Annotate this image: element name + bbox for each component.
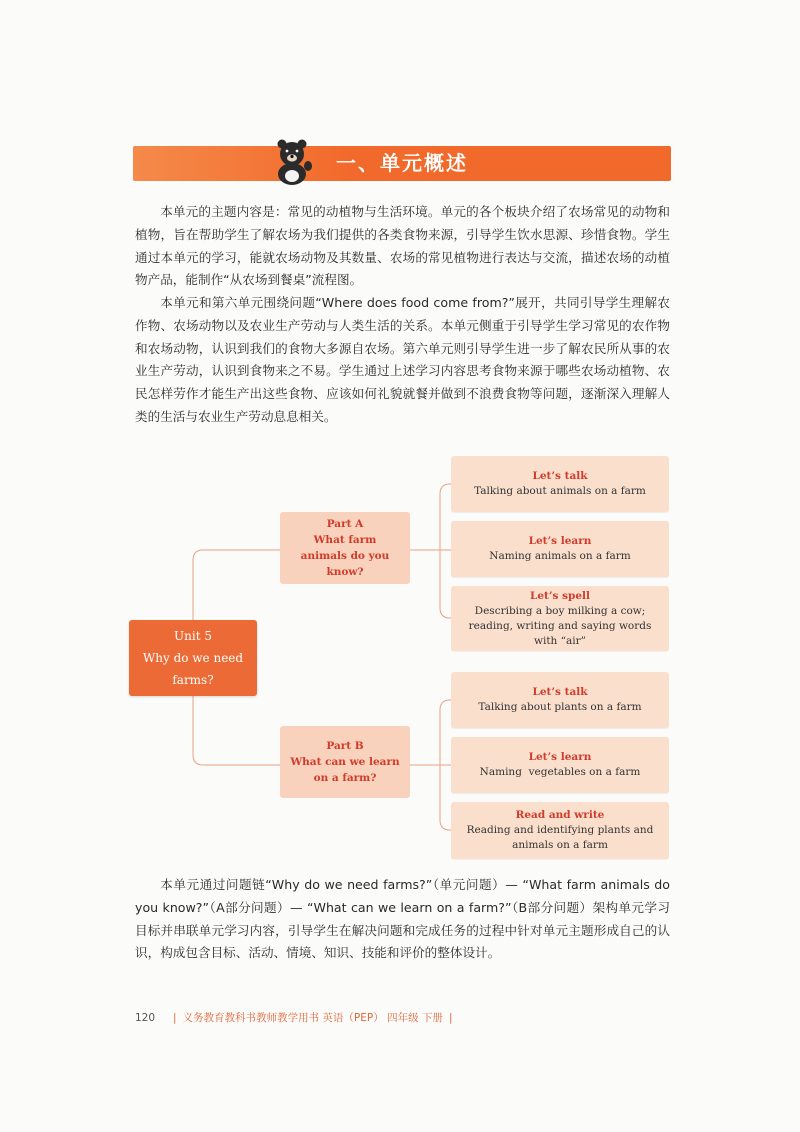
part-b-title: Part B — [326, 740, 364, 752]
leaf-description: Reading and identifying plants and animals on a farm — [466, 824, 654, 851]
leaf-description: Naming animals on a farm — [489, 550, 631, 562]
footer-volume: 下册 — [421, 1012, 443, 1024]
part-a-title: Part A — [326, 518, 364, 530]
part-b-talk-node — [451, 672, 669, 728]
footer-book-title: 义务教育教科书教师教学用书 — [182, 1012, 320, 1024]
unit-question-line-2: farms? — [172, 673, 214, 687]
leaf-title: Let’s talk — [532, 686, 588, 698]
page-number: 120 — [135, 1012, 156, 1024]
part-b-question: What can we learn on a farm? — [290, 756, 400, 784]
section-title: 一、单元概述 — [336, 151, 468, 175]
part-a-learn-node — [451, 521, 669, 577]
unit-label: Unit 5 — [174, 629, 212, 643]
leaf-title: Let’s learn — [528, 535, 592, 547]
part-b-node — [280, 726, 410, 798]
leaf-title: Let’s learn — [528, 751, 592, 763]
bear-mascot-icon — [270, 136, 314, 186]
footer-divider: | — [173, 1012, 177, 1024]
part-a-question: What farm animals do you know? — [300, 534, 390, 578]
leaf-description: Describing a boy milking a cow; reading, writing and saying words with “air” — [468, 604, 652, 647]
leaf-description: Naming vegetables on a farm — [479, 766, 641, 778]
page-footer — [135, 1009, 458, 1027]
leaf-description: Talking about animals on a farm — [474, 485, 646, 497]
leaf-title: Let’s spell — [529, 589, 591, 602]
unit-question-line-1: Why do we need — [142, 651, 244, 665]
overview-paragraph-3: 本单元通过问题链“Why do we need farms?”（单元问题）— “What farm animals do you know?”（A部分问题）— “What can we learn on a farm?”（B部分问题）架构单元学习目标并串联单元学习内容，引导学生在解决问题和完成任务的过程中针对单元主题形成自己的认识，构成包含目标、活动、情境、知识、技能和评价的整体设计。 — [135, 877, 670, 961]
footer-divider-end: | — [448, 1012, 453, 1024]
footer-subject: 英语（PEP） — [322, 1012, 384, 1024]
part-b-learn-node — [451, 737, 669, 793]
leaf-title: Read and write — [515, 809, 605, 821]
leaf-title: Let’s talk — [532, 470, 588, 482]
unit-root-node — [129, 620, 257, 696]
part-a-node — [280, 512, 410, 584]
part-a-talk-node — [451, 456, 669, 512]
overview-paragraph-1: 本单元的主题内容是：常见的动植物与生活环境。单元的各个板块介绍了农场常见的动物和植物，旨在帮助学生了解农场为我们提供的各类食物来源，引导学生饮水思源、珍惜食物。学生通过本单元的学习，能就农场动物及其数量、农场的常见植物进行表达与交流，描述农场的动植物产品，能制作“从农场到餐桌”流程图。 — [135, 204, 670, 288]
leaf-description: Talking about plants on a farm — [478, 701, 642, 713]
part-a-spell-node — [451, 586, 669, 651]
part-b-read-write-node — [451, 802, 669, 859]
footer-grade: 四年级 — [387, 1012, 419, 1024]
overview-paragraph-2: 本单元和第六单元围绕问题“Where does food come from?”展开，共同引导学生理解农作物、农场动物以及农业生产劳动与人类生活的关系。本单元侧重于引导学生学习常见的农作物和农场动物，认识到我们的食物大多源自农场。第六单元则引导学生进一步了解农民所从事的农业生产劳动，认识到食物来之不易。学生通过上述学习内容思考食物来源于哪些农场动植物、农民怎样劳作才能生产出这些食物、应该如何礼貌就餐并做到不浪费食物等问题，逐渐深入理解人类的生活与农业生产劳动息息相关。 — [135, 295, 670, 424]
